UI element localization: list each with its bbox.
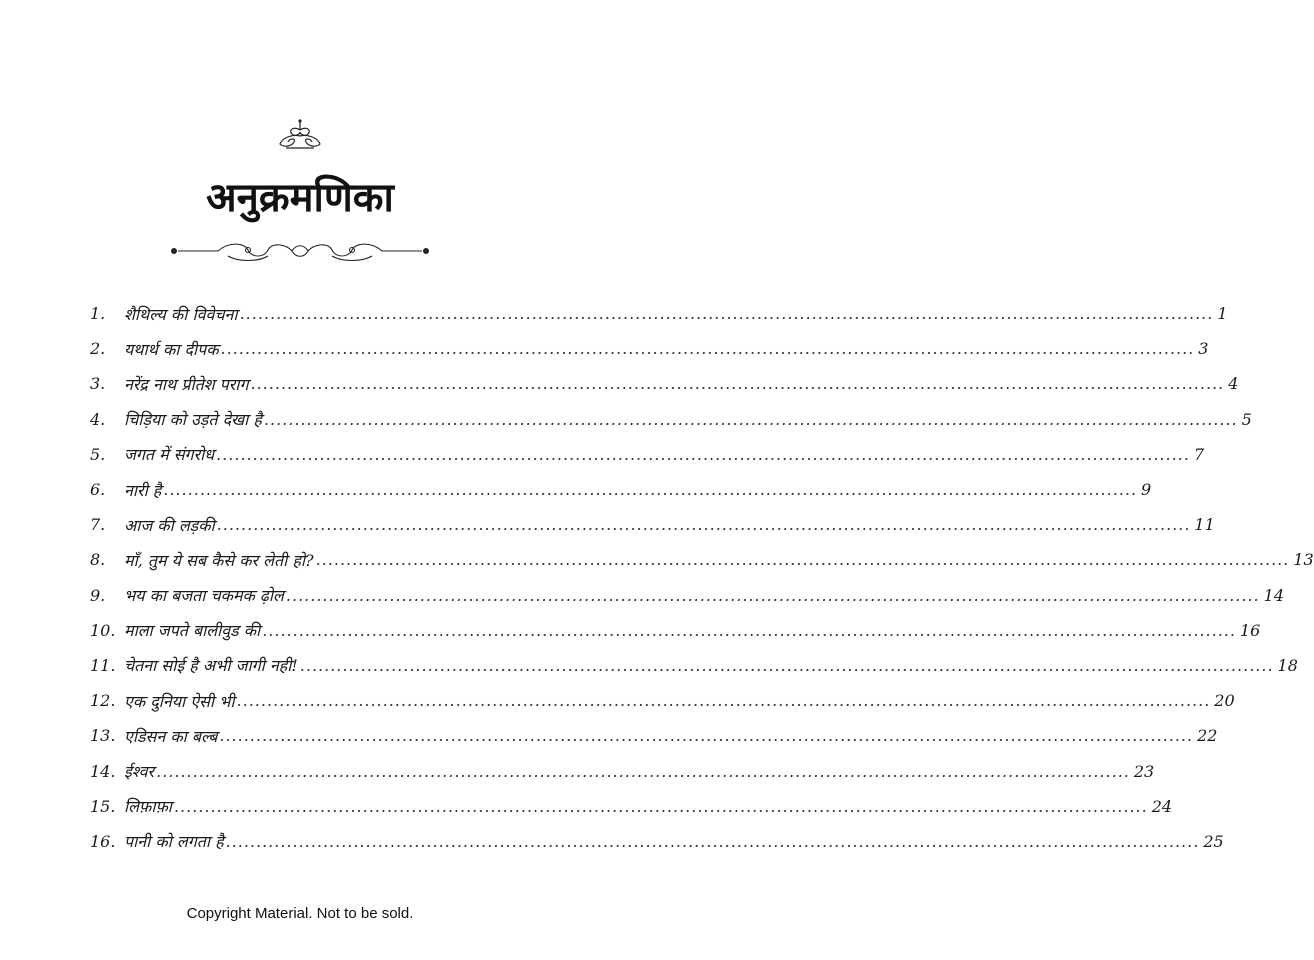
toc-entry-number: 4. (90, 409, 106, 429)
toc-entry[interactable] (90, 648, 1298, 683)
copyright-notice: Copyright Material. Not to be sold. (186, 905, 414, 922)
toc-entry-page: 9 (1141, 480, 1152, 500)
dot-leader: ................................................................................................................................................................ (315, 550, 1290, 570)
toc-entry-page: 20 (1214, 691, 1235, 711)
toc-entry-number: 10. (90, 620, 116, 640)
toc-entry-title: भय का बजता चकमक ढ़ोल (124, 586, 284, 606)
toc-entry-title: नरेंद्र नाथ प्रीतेश पराग (124, 374, 249, 394)
toc-entry-number: 1. (90, 304, 106, 324)
toc-entry[interactable] (90, 613, 1261, 648)
dot-leader: ................................................................................................................................................................ (250, 374, 1225, 394)
toc-entry-page: 7 (1193, 444, 1205, 464)
toc-entry-title: चिड़िया को उड़ते देखा है (124, 410, 262, 430)
scroll-divider-icon (168, 236, 432, 266)
toc-entry[interactable] (90, 331, 1209, 366)
toc-entry-title: माँ, तुम ये सब कैसे कर लेती हो? (124, 550, 314, 570)
dot-leader: ................................................................................................................................................................ (216, 444, 1190, 464)
toc-entry-number: 7. (90, 515, 106, 535)
toc-entry-page: 4 (1228, 374, 1239, 394)
dot-leader: ................................................................................................................................................................ (262, 620, 1236, 640)
toc-entry[interactable] (90, 789, 1173, 824)
toc-entry[interactable] (90, 402, 1252, 437)
toc-entry-title: लिफ़ाफ़ा (124, 797, 172, 817)
toc-entry-page: 3 (1198, 339, 1209, 359)
toc-entry-number: 8. (90, 550, 106, 570)
toc-entry[interactable] (90, 472, 1152, 507)
dot-leader: ................................................................................................................................................................ (239, 304, 1214, 324)
toc-entry-title: जगत में संगरोध (124, 445, 215, 465)
dot-leader: ................................................................................................................................................................ (299, 655, 1274, 675)
dot-leader: ................................................................................................................................................................ (236, 691, 1211, 711)
toc-entry-number: 2. (90, 339, 106, 359)
dot-leader: ................................................................................................................................................................ (263, 409, 1238, 429)
toc-entry-number: 13. (90, 726, 116, 746)
toc-entry-title: ईश्वर (124, 762, 155, 782)
dot-leader: ................................................................................................................................................................ (173, 796, 1148, 816)
toc-entry-page: 13 (1293, 550, 1314, 570)
toc-entry-number: 9. (90, 585, 106, 605)
toc-entry[interactable] (90, 718, 1218, 753)
toc-entry-title: एडिसन का बल्ब (124, 726, 218, 746)
table-of-contents (90, 296, 1314, 859)
dot-leader: ................................................................................................................................................................ (220, 339, 1195, 359)
toc-entry-number: 16. (90, 831, 116, 851)
dot-leader: ................................................................................................................................................................ (225, 831, 1200, 851)
toc-entry-page: 25 (1203, 831, 1224, 851)
toc-entry-title: पानी को लगता है (124, 832, 224, 852)
toc-entry-number: 15. (90, 796, 116, 816)
toc-entry[interactable] (90, 824, 1224, 859)
toc-entry-number: 12. (90, 691, 116, 711)
toc-entry-title: माला जपते बालीवुड की (124, 621, 261, 641)
toc-entry-number: 11. (90, 655, 116, 675)
toc-entry[interactable] (90, 437, 1205, 472)
toc-entry-page: 23 (1133, 761, 1155, 781)
toc-entry[interactable] (90, 578, 1284, 613)
toc-entry-page: 18 (1277, 655, 1298, 675)
toc-entry-title: शैथिल्य की विवेचना (124, 304, 238, 324)
toc-entry-number: 14. (90, 761, 116, 781)
toc-entry-page: 1 (1217, 304, 1228, 324)
toc-entry-number: 5. (90, 444, 106, 464)
toc-entry-page: 5 (1241, 409, 1252, 429)
toc-entry-page: 22 (1197, 726, 1218, 746)
toc-entry-title: नारी है (124, 480, 162, 500)
dot-leader: ................................................................................................................................................................ (219, 726, 1194, 746)
toc-entry[interactable] (90, 683, 1235, 718)
toc-entry[interactable] (90, 753, 1155, 788)
toc-entry-number: 3. (90, 374, 106, 394)
dot-leader: ................................................................................................................................................................ (156, 761, 1130, 781)
page-title: अनुक्रमणिका (206, 174, 394, 221)
toc-entry-page: 16 (1239, 620, 1261, 640)
dot-leader: ................................................................................................................................................................ (163, 480, 1138, 500)
toc-entry[interactable] (90, 507, 1215, 542)
toc-entry-page: 24 (1151, 796, 1173, 816)
toc-entry[interactable] (90, 366, 1239, 401)
toc-entry-number: 6. (90, 480, 106, 500)
toc-entry[interactable] (90, 296, 1228, 331)
toc-entry-title: चेतना सोई है अभी जागी नही! (124, 656, 298, 676)
toc-entry-page: 14 (1263, 585, 1284, 605)
toc-entry[interactable] (90, 542, 1314, 577)
toc-entry-page: 11 (1194, 515, 1215, 535)
flourish-icon (276, 118, 324, 152)
dot-leader: ................................................................................................................................................................ (216, 515, 1191, 535)
dot-leader: ................................................................................................................................................................ (285, 585, 1260, 605)
toc-entry-title: यथार्थ का दीपक (124, 339, 219, 359)
toc-entry-title: एक दुनिया ऐसी भी (124, 691, 235, 711)
toc-entry-title: आज की लड़की (124, 515, 215, 535)
